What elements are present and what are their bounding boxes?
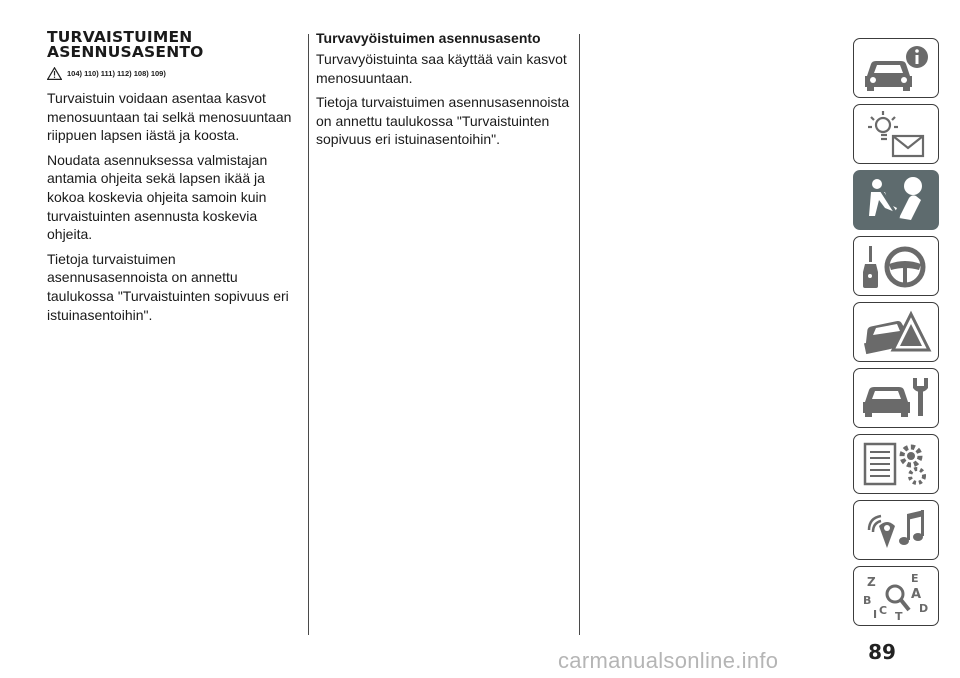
watermark: carmanualsonline.info [558,648,779,673]
svg-text:A: A [911,587,922,602]
car-wrench-icon [859,372,933,424]
tab-car-info[interactable] [853,38,939,98]
airbag-seatbelt-icon [859,174,933,226]
tab-emergency[interactable] [853,302,939,362]
middle-column [316,30,570,155]
car-emergency-triangle-icon [859,306,933,358]
tab-warning-lights[interactable] [853,104,939,164]
paragraph: Tietoja turvaistuimen asennusasennoista on annettu taulukossa "Turvaistuinten sopivuus eri istuinasentoihin". [316,94,570,148]
svg-text:B: B [863,594,872,607]
subsection-heading: Turvavyöistuimen asennusasento [316,30,541,46]
multimedia-music-icon [859,504,933,556]
paragraph: Noudata asennuksessa valmistajan antamia ohjeita sekä lapsen ikää ja kokoa koskevia ohjeita samoin kuin turvaistuinten asennusta koskevia ohjeita. [47,151,268,243]
column-divider [579,34,580,635]
alphabetical-index-icon [859,570,933,622]
warning-triangle-icon [47,67,62,80]
tab-index[interactable] [853,566,939,626]
tab-multimedia[interactable] [853,500,939,560]
section-title: TURVAISTUIMEN ASENNUSASENTO [47,28,204,61]
left-column [47,30,299,330]
warning-ref-numbers: 104) 110) 111) 112) 108) 109) [67,68,166,78]
specifications-gears-icon [859,438,933,490]
svg-text:T: T [895,610,903,622]
svg-text:Z: Z [867,575,876,589]
svg-text:E: E [911,572,919,585]
key-steering-wheel-icon [859,240,933,292]
paragraph: Turvavyöistuinta saa käyttää vain kasvot menosuuntaan. [316,51,567,86]
column-divider [308,34,309,635]
svg-text:I: I [873,608,878,621]
chapter-tabs [853,38,941,632]
tab-safety[interactable] [853,170,939,230]
warning-lights-message-icon [859,108,933,160]
warning-references [47,66,299,80]
paragraph: Tietoja turvaistuimen asennusasennoista on annettu taulukossa "Turvaistuinten sopivuus eri istuinasentoihin". [47,250,289,323]
car-info-icon [859,42,933,94]
paragraph: Turvaistuin voidaan asentaa kasvot menosuuntaan tai selkä menosuuntaan riippuen lapsen iästä ja koosta. [47,90,292,144]
tab-maintenance[interactable] [853,368,939,428]
svg-text:C: C [879,604,888,617]
svg-text:D: D [919,602,929,615]
tab-starting-driving[interactable] [853,236,939,296]
tab-specifications[interactable] [853,434,939,494]
page-number: 89 [868,640,896,664]
